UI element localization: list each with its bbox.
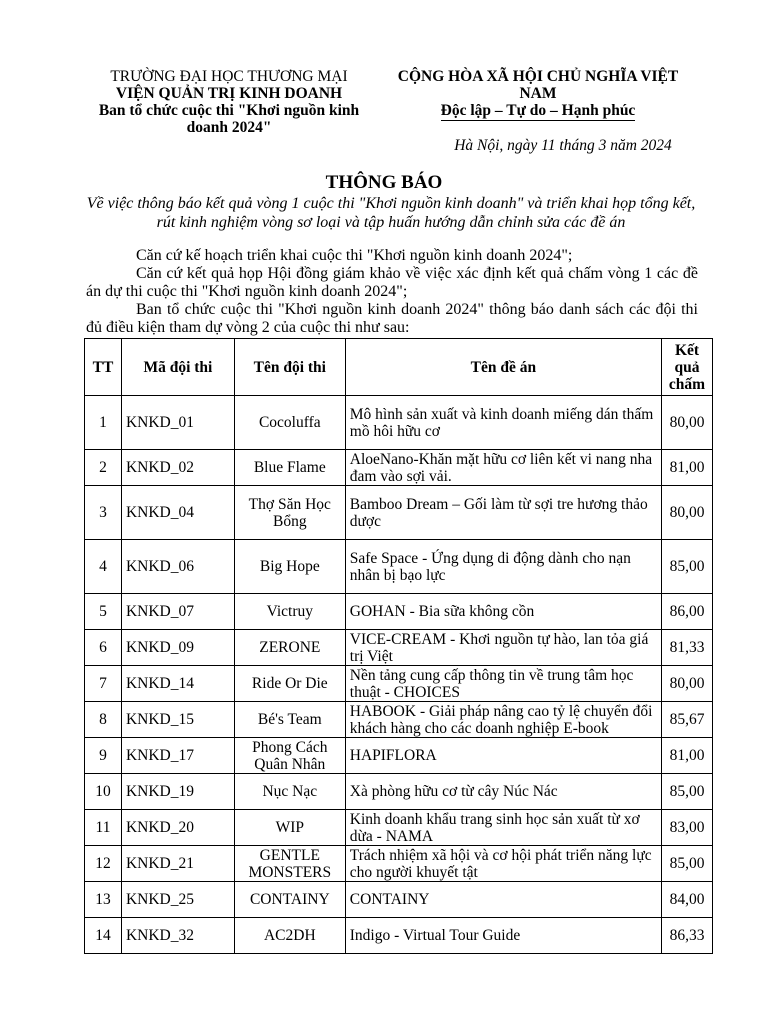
project-name: Kinh doanh khẩu trang sinh học sản xuất từ xơ dừa - NAMA — [345, 810, 661, 846]
table-row — [85, 738, 713, 774]
score: 80,00 — [662, 486, 713, 540]
row-number: 8 — [85, 702, 122, 738]
national-motto: Độc lập – Tự do – Hạnh phúc — [440, 102, 636, 119]
university-name: TRƯỜNG ĐẠI HỌC THƯƠNG MẠI — [110, 68, 348, 85]
score: 81,33 — [662, 630, 713, 666]
team-name: Blue Flame — [234, 450, 345, 486]
team-name: Ride Or Die — [234, 666, 345, 702]
header-project-name: Tên đề án — [345, 339, 661, 396]
table-row — [85, 396, 713, 450]
project-name: GOHAN - Bia sữa không cồn — [345, 594, 661, 630]
row-number: 12 — [85, 846, 122, 882]
project-name: CONTAINY — [345, 882, 661, 918]
table-row — [85, 594, 713, 630]
table-row — [85, 810, 713, 846]
paragraph-announcement: Ban tổ chức cuộc thi "Khơi nguồn kinh doanh 2024" thông báo danh sách các đội thi đủ điều kiện tham dự vòng 2 của cuộc thi như sau: — [86, 301, 698, 336]
row-number: 2 — [85, 450, 122, 486]
team-code: KNKD_04 — [121, 486, 234, 540]
project-name: Safe Space - Ứng dụng di động dành cho nạn nhân bị bạo lực — [345, 540, 661, 594]
score: 81,00 — [662, 450, 713, 486]
team-name: Nục Nạc — [234, 774, 345, 810]
team-code: KNKD_07 — [121, 594, 234, 630]
header-right — [378, 68, 698, 154]
national-title: CỘNG HÒA XÃ HỘI CHỦ NGHĨA VIỆT NAM — [397, 68, 679, 102]
team-code: KNKD_19 — [121, 774, 234, 810]
project-name: Xà phòng hữu cơ từ cây Núc Nác — [345, 774, 661, 810]
score: 81,00 — [662, 738, 713, 774]
team-code: KNKD_20 — [121, 810, 234, 846]
table-row — [85, 630, 713, 666]
team-code: KNKD_02 — [121, 450, 234, 486]
table-row — [85, 846, 713, 882]
header-tt: TT — [85, 339, 122, 396]
paragraph-basis-result: Căn cứ kết quả họp Hội đồng giám khảo về việc xác định kết quả chấm vòng 1 các đề án dự thi cuộc thi "Khơi nguồn kinh doanh 2024"; — [86, 265, 698, 300]
table-row — [85, 702, 713, 738]
table-row — [85, 486, 713, 540]
project-name: Bamboo Dream – Gối làm từ sợi tre hương thảo dược — [345, 486, 661, 540]
project-name: Indigo - Virtual Tour Guide — [345, 918, 661, 954]
document-body — [86, 247, 698, 337]
table-row — [85, 666, 713, 702]
document-date: Hà Nội, ngày 11 tháng 3 năm 2024 — [454, 137, 672, 154]
results-table — [84, 338, 713, 954]
document-subtitle: Về việc thông báo kết quả vòng 1 cuộc thi "Khơi nguồn kinh doanh" và triển khai họp tổng kết, rút kinh nghiệm vòng sơ loại và tập huấn hướng dẫn chỉnh sửa các đề án — [86, 195, 696, 231]
project-name: AloeNano-Khăn mặt hữu cơ liên kết vi nang nha đam vào sợi vải. — [345, 450, 661, 486]
project-name: Mô hình sản xuất và kinh doanh miếng dán thấm mồ hôi hữu cơ — [345, 396, 661, 450]
table-row — [85, 918, 713, 954]
institute-name: VIỆN QUẢN TRỊ KINH DOANH — [115, 85, 343, 102]
team-name: AC2DH — [234, 918, 345, 954]
header-team-code: Mã đội thi — [121, 339, 234, 396]
team-name: Big Hope — [234, 540, 345, 594]
team-name: GENTLE MONSTERS — [234, 846, 345, 882]
team-name: CONTAINY — [234, 882, 345, 918]
row-number: 10 — [85, 774, 122, 810]
row-number: 3 — [85, 486, 122, 540]
score: 86,00 — [662, 594, 713, 630]
team-code: KNKD_01 — [121, 396, 234, 450]
score: 85,67 — [662, 702, 713, 738]
project-name: Nền tảng cung cấp thông tin về trung tâm học thuật - CHOICES — [345, 666, 661, 702]
team-name: ZERONE — [234, 630, 345, 666]
table-row — [85, 450, 713, 486]
row-number: 4 — [85, 540, 122, 594]
paragraph-basis-plan: Căn cứ kế hoạch triển khai cuộc thi "Khơi nguồn kinh doanh 2024"; — [136, 247, 573, 264]
score: 84,00 — [662, 882, 713, 918]
row-number: 5 — [85, 594, 122, 630]
header-left — [84, 68, 374, 136]
project-name: Trách nhiệm xã hội và cơ hội phát triển năng lực cho người khuyết tật — [345, 846, 661, 882]
row-number: 1 — [85, 396, 122, 450]
table-row — [85, 774, 713, 810]
team-name: Cocoluffa — [234, 396, 345, 450]
score: 85,00 — [662, 540, 713, 594]
team-code: KNKD_15 — [121, 702, 234, 738]
row-number: 13 — [85, 882, 122, 918]
score: 80,00 — [662, 666, 713, 702]
row-number: 9 — [85, 738, 122, 774]
organizer-name: Ban tổ chức cuộc thi "Khơi nguồn kinh doanh 2024" — [98, 102, 360, 136]
score: 80,00 — [662, 396, 713, 450]
score: 83,00 — [662, 810, 713, 846]
team-name: Thợ Săn Học Bổng — [234, 486, 345, 540]
team-name: Victruy — [234, 594, 345, 630]
row-number: 7 — [85, 666, 122, 702]
table-header-row — [85, 339, 713, 396]
team-code: KNKD_17 — [121, 738, 234, 774]
team-code: KNKD_14 — [121, 666, 234, 702]
score: 86,33 — [662, 918, 713, 954]
team-name: WIP — [234, 810, 345, 846]
row-number: 11 — [85, 810, 122, 846]
score: 85,00 — [662, 846, 713, 882]
team-code: KNKD_25 — [121, 882, 234, 918]
table-row — [85, 882, 713, 918]
team-code: KNKD_06 — [121, 540, 234, 594]
header-score: Kết quả chấm — [662, 339, 713, 396]
document-title: THÔNG BÁO — [325, 172, 443, 193]
project-name: HABOOK - Giải pháp nâng cao tỷ lệ chuyển đổi khách hàng cho các doanh nghiệp E-book — [345, 702, 661, 738]
team-code: KNKD_21 — [121, 846, 234, 882]
header-team-name: Tên đội thi — [234, 339, 345, 396]
score: 85,00 — [662, 774, 713, 810]
table-row — [85, 540, 713, 594]
team-name: Phong Cách Quân Nhân — [234, 738, 345, 774]
row-number: 14 — [85, 918, 122, 954]
team-code: KNKD_09 — [121, 630, 234, 666]
project-name: VICE-CREAM - Khơi nguồn tự hào, lan tỏa giá trị Việt — [345, 630, 661, 666]
project-name: HAPIFLORA — [345, 738, 661, 774]
team-code: KNKD_32 — [121, 918, 234, 954]
row-number: 6 — [85, 630, 122, 666]
team-name: Bé's Team — [234, 702, 345, 738]
